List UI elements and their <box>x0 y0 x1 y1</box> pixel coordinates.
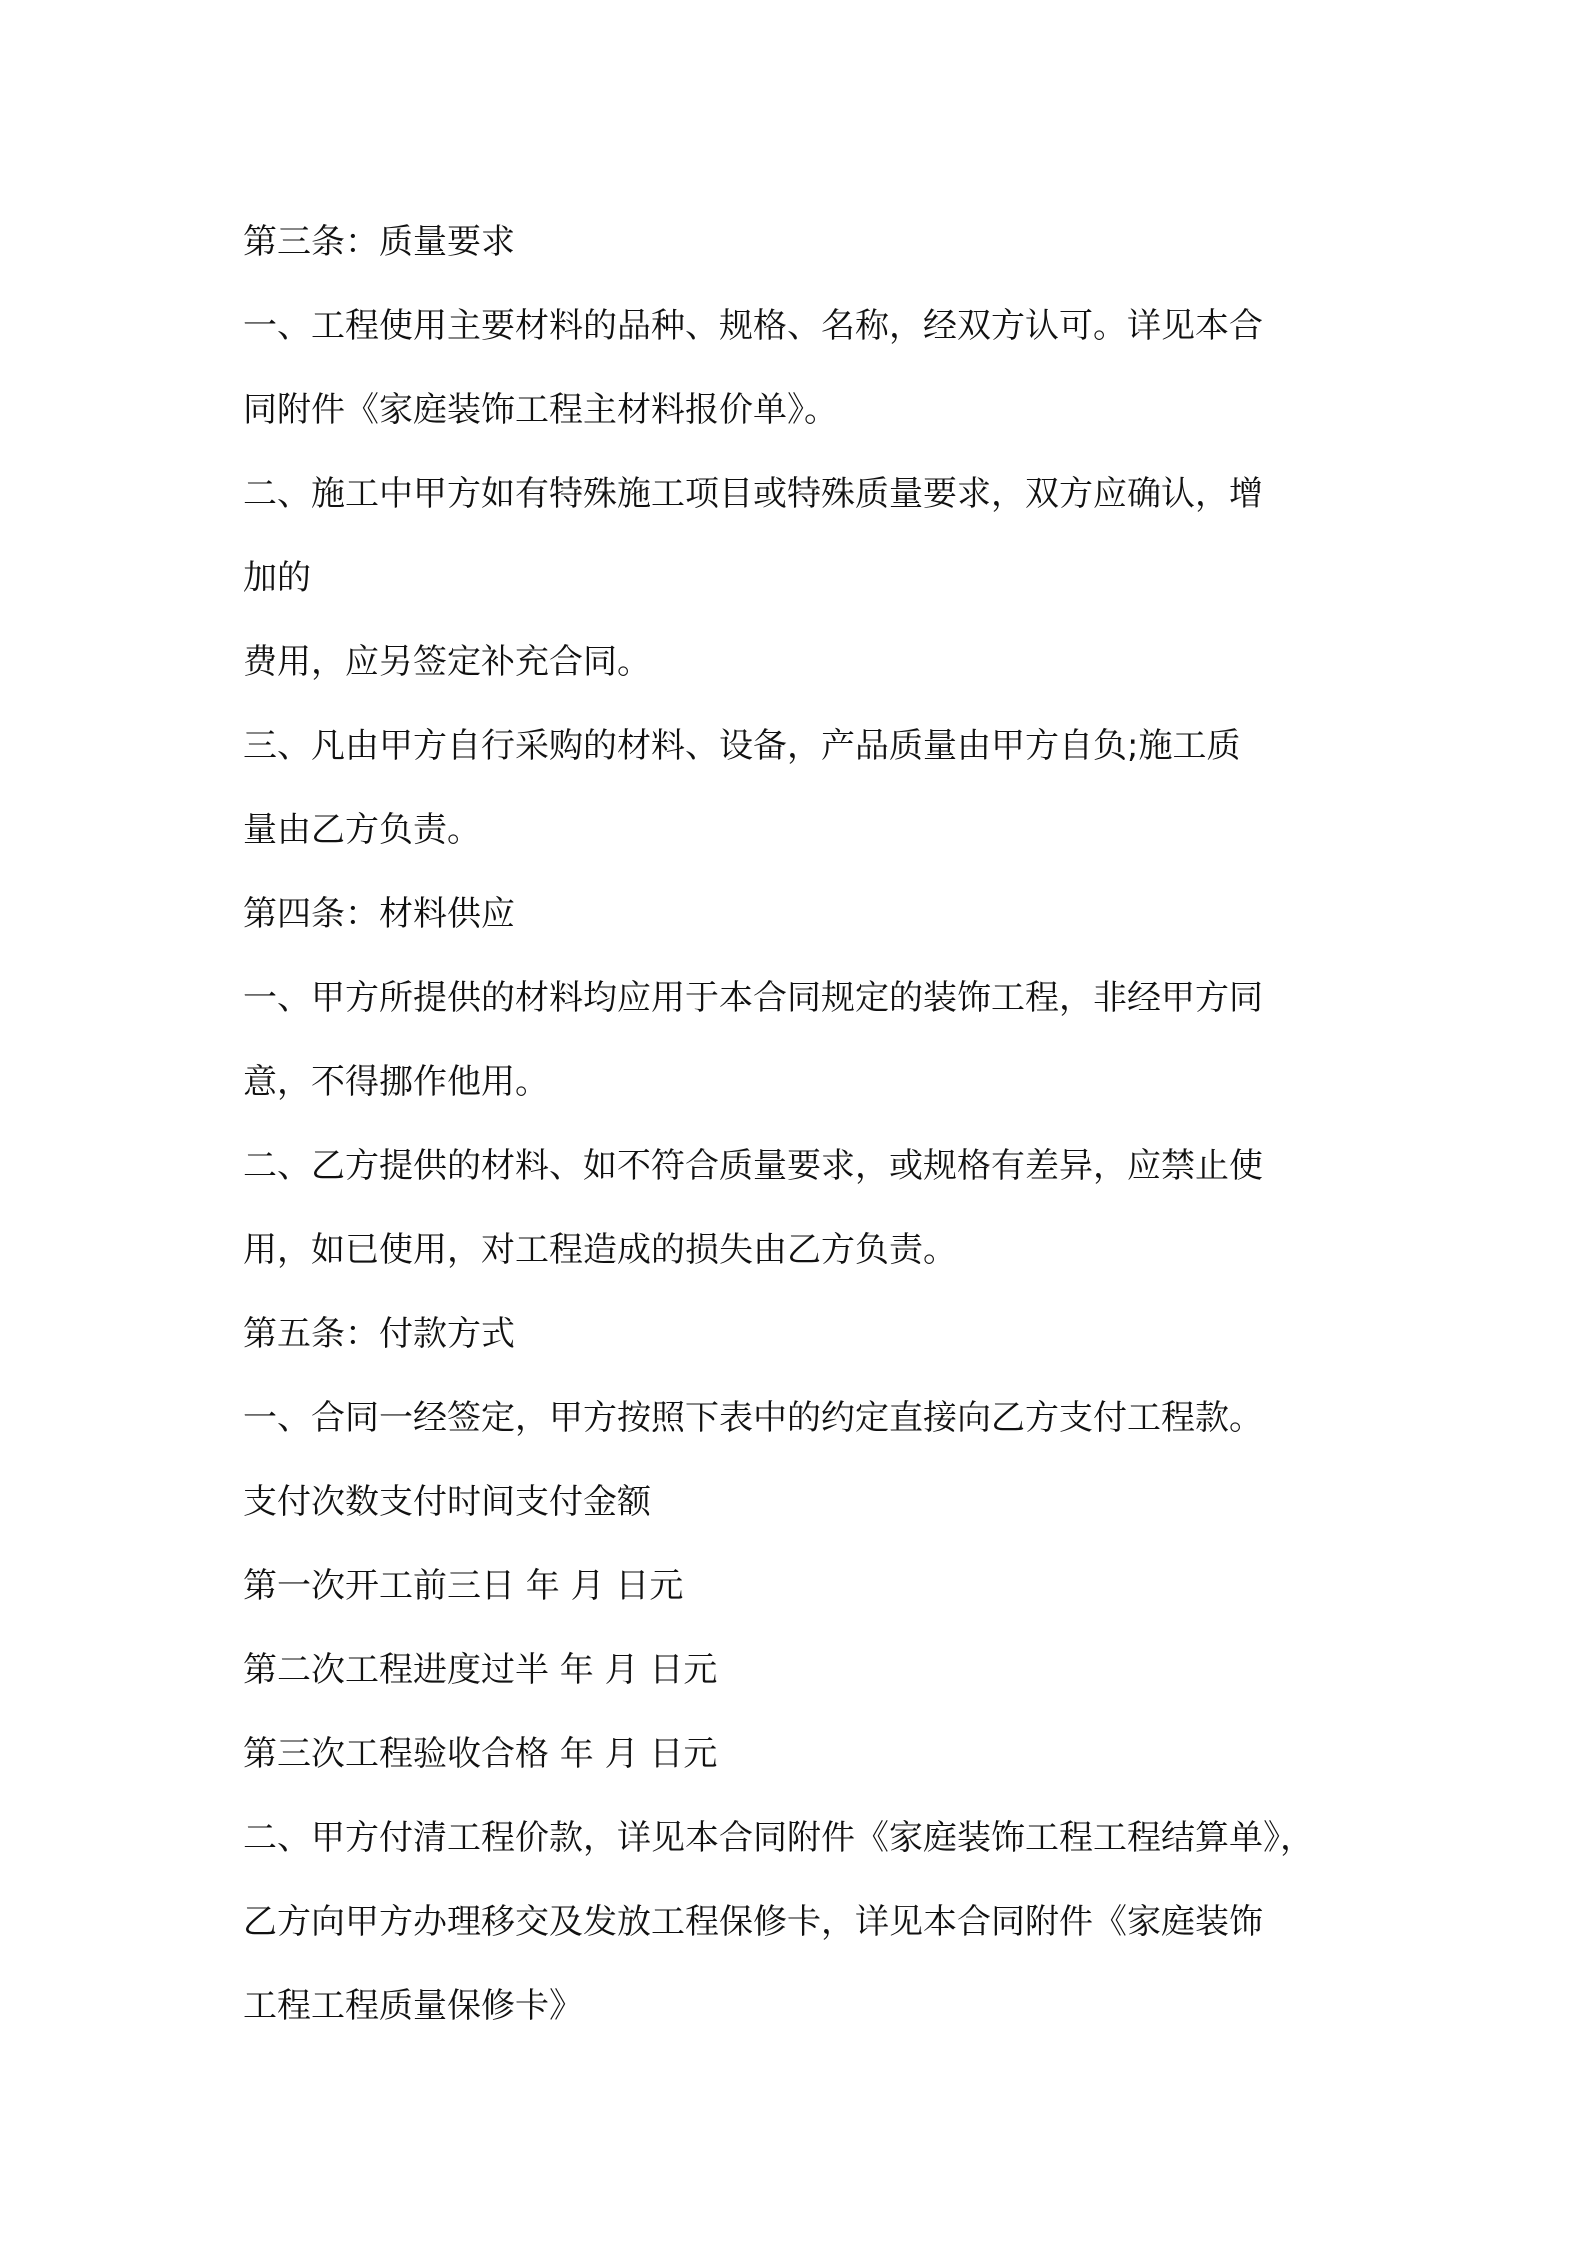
text-line: 三、凡由甲方自行采购的材料、设备，产品质量由甲方自负;施工质 <box>243 726 1241 766</box>
text-line: 费用，应另签定补充合同。 <box>243 642 651 682</box>
text-line: 二、乙方提供的材料、如不符合质量要求，或规格有差异，应禁止使 <box>243 1146 1263 1186</box>
payment-row: 第二次工程进度过半 年 月 日元 <box>243 1650 718 1690</box>
text-line: 意，不得挪作他用。 <box>243 1062 549 1102</box>
text-line: 一、工程使用主要材料的品种、规格、名称，经双方认可。详见本合 <box>243 306 1263 346</box>
payment-row: 第一次开工前三日 年 月 日元 <box>243 1566 684 1606</box>
document-body <box>243 200 1353 2048</box>
text-line: 二、甲方付清工程价款，详见本合同附件《家庭装饰工程工程结算单》， <box>243 1818 1314 1858</box>
payment-table-header: 支付次数支付时间支付金额 <box>243 1482 651 1522</box>
section-heading-article-4: 第四条：材料供应 <box>243 894 515 934</box>
text-line: 同附件《家庭装饰工程主材料报价单》。 <box>243 390 838 430</box>
text-line: 加的 <box>243 558 311 598</box>
text-line: 工程工程质量保修卡》 <box>243 1986 583 2026</box>
section-heading-article-5: 第五条：付款方式 <box>243 1314 515 1354</box>
text-line: 一、合同一经签定，甲方按照下表中的约定直接向乙方支付工程款。 <box>243 1398 1263 1438</box>
text-line: 乙方向甲方办理移交及发放工程保修卡，详见本合同附件《家庭装饰 <box>243 1902 1263 1942</box>
text-line: 二、施工中甲方如有特殊施工项目或特殊质量要求，双方应确认，增 <box>243 474 1263 514</box>
text-line: 量由乙方负责。 <box>243 810 481 850</box>
text-line: 一、甲方所提供的材料均应用于本合同规定的装饰工程，非经甲方同 <box>243 978 1263 1018</box>
section-heading-article-3: 第三条：质量要求 <box>243 222 515 262</box>
payment-row: 第三次工程验收合格 年 月 日元 <box>243 1734 718 1774</box>
text-line: 用，如已使用，对工程造成的损失由乙方负责。 <box>243 1230 957 1270</box>
